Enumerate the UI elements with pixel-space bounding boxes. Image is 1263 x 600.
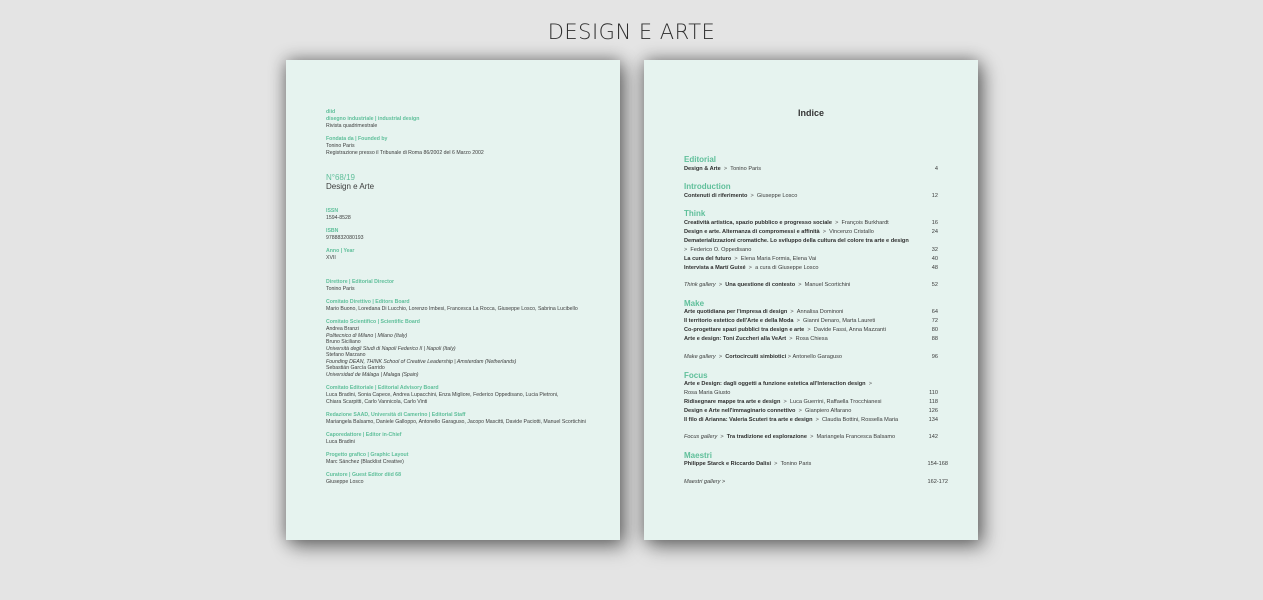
index-entry [684,257,816,263]
periodicity: Rivista quadrimestrale [326,123,378,129]
scientific-member: Bruno Siciliano [326,339,361,345]
entry-title: La cura del futuro [684,256,732,262]
entry-separator: > [750,193,754,199]
section-think: Think [684,209,706,218]
entry-title: Creatività artistica, spazio pubblico e progresso sociale [684,220,832,226]
scientific-member: Sebastián García Garrido [326,365,385,371]
entry-author: a cura di Giuseppe Losco [755,265,819,271]
scientific-affiliation: Politecnico di Milano | Milano (Italy) [326,332,408,339]
entry-separator: > [798,282,802,288]
entry-author: Rosa Chiesa [795,336,828,342]
isbn-label: ISBN [326,228,339,234]
index-entry [684,418,898,424]
gallery-entry [684,480,725,486]
entry-page: 134 [928,417,938,423]
entry-page: 32 [931,247,938,253]
entry-separator: > [868,381,872,387]
entry-author: Manuel Scortichini [804,282,851,288]
entry-title: Philippe Starck e Riccardo Dalisi [684,461,772,467]
chief-label: Caporedattore | Editor in-Chief [326,432,402,438]
gallery-label: Focus gallery [684,434,718,440]
index-entry [684,310,843,316]
entry-page: 12 [931,193,938,199]
index-entry [684,266,819,272]
entry-separator: > [815,417,819,423]
entry-author: Gianpiero Alfarano [804,408,852,414]
entry-separator: > [790,309,794,315]
editors-board-label: Comitato Direttivo | Editors Board [326,299,410,305]
entry-separator: > [783,399,787,405]
entry-page: 40 [931,256,938,262]
entry-author: Annalisa Dominoni [796,309,844,315]
gallery-label: Think gallery [684,282,716,288]
entry-page: 118 [929,399,938,405]
layout-label: Progetto grafico | Graphic Layout [326,452,409,458]
index-entry [684,239,909,245]
entry-page: 64 [931,309,938,315]
issn-label: ISSN [326,208,339,214]
entry-author: Claudia Bottini, Rossella Maria [822,417,899,423]
entry-title: Arte e Design: dagli oggetti a funzione estetica all'Interaction design [684,381,866,387]
director-label: Direttore | Editorial Director [326,279,395,285]
entry-author: Antonello Garaguso [792,354,842,360]
entry-author: Luca Guerrini, Raffaella Trocchianesi [789,399,882,405]
entry-title: Design & Arte [684,166,721,172]
entry-page: 110 [929,390,938,396]
guest-label: Curatore | Guest Editor diid 68 [326,472,401,478]
entry-page: 16 [931,220,938,226]
entry-title: Dematerializzazioni cromatiche. Lo sviluppo della cultura del colore tra arte e design [684,238,909,244]
index-title: Indice [797,108,824,118]
editors-board: Mario Buono, Loredana Di Lucchio, Lorenzo Imbesi, Francesca La Rocca, Giuseppe Losco, Sabrina Lucibello [326,306,578,312]
entry-separator: > [822,229,827,235]
entry-author: Tonino Paris [780,461,812,467]
index-entry [684,328,886,334]
advisory-board-line: Luca Bradini, Sonia Capece, Andrea Lupacchini, Enza Migliore, Federico Oppedisano, Lucia Pietroni, [326,392,559,398]
index-entry-continued [684,248,751,254]
gallery-entry [684,283,850,289]
entry-title: Design e arte. Alternanza di compromessi e affinità [684,229,820,235]
entry-title: Intervista a Martí Guixé [684,265,746,271]
founded-label: Fondata da | Founded by [326,136,388,142]
entry-separator: > [835,220,839,226]
entry-title: Arte quotidiana per l'impresa di design [684,309,788,315]
index-entry [684,167,761,173]
year-label: Anno | Year [326,248,355,254]
isbn: 9788832080193 [326,235,364,241]
index-entry [684,230,874,236]
index-entry [684,319,875,325]
entry-author: Vincenzo Cristallo [829,229,874,235]
entry-page: 48 [931,265,938,271]
entry-author: Davide Fassi, Anna Mazzanti [813,327,886,333]
entry-separator: > [718,282,723,288]
issn: 1594-8528 [326,215,351,221]
entry-author: François Burkhardt [841,220,889,226]
entry-separator: > [734,256,738,262]
entry-separator: > [810,434,814,440]
entry-page: 142 [928,434,938,440]
entry-separator: > [796,318,800,324]
chief: Luca Bradini [326,439,355,445]
entry-author: Mariangela Francesca Balsamo [816,434,896,440]
staff-label: Redazione SAAD, Università di Camerino | Editorial Staff [326,412,466,418]
index-entry-continued [684,391,730,397]
guest-editor: Giuseppe Losco [326,479,364,485]
entry-separator: > [807,327,811,333]
founder: Tonino Paris [326,143,355,149]
issue-title: Design e Arte [326,182,375,191]
entry-separator: > [789,336,793,342]
entry-page: 96 [931,354,938,360]
director: Tonino Paris [326,286,355,292]
registration: Registrazione presso il Tribunale di Roma 86/2002 del 6 Marzo 2002 [326,150,484,156]
entry-separator: > [720,434,724,440]
entry-author: Federico O. Oppedisano [690,247,752,253]
entry-title: Tra tradizione ed esplorazione [726,434,807,440]
entry-separator: > [798,408,802,414]
entry-title: Arte e design: Toni Zuccheri alla VeArt [684,336,787,342]
entry-title: Design e Arte nell'immaginario connettivo [684,408,796,414]
magazine-name: diid [326,109,336,115]
gallery-label: Maestri gallery > [684,479,726,485]
entry-author: Elena Maria Formia, Elena Vai [740,256,817,262]
entry-page: 80 [931,327,938,333]
index-entry [684,409,851,415]
index-entry [684,194,797,200]
entry-title: Cortocircuiti simbiotici [725,354,787,360]
entry-page: 72 [931,318,938,324]
entry-page: 162-172 [927,479,948,485]
layout-designer: Marc Sánchez (Blacklist Creative) [326,459,404,465]
entry-separator: > [748,265,752,271]
entry-separator: > [774,461,778,467]
section-maestri: Maestri [684,451,713,460]
scientific-board-label: Comitato Scientifico | Scientific Board [326,319,420,325]
gallery-label: Make gallery [684,354,716,360]
entry-page: 52 [931,282,938,288]
entry-separator: > [723,166,728,172]
scientific-member: Stefano Marzano [326,352,366,358]
entry-page: 154-168 [927,461,948,467]
entry-separator: > [684,247,688,253]
section-make: Make [684,299,705,308]
page-title: DESIGN E ARTE [547,20,716,44]
section-introduction: Introduction [684,182,731,191]
entry-author: Rosa Maria Giusto [684,390,731,396]
index-entry [684,337,828,343]
gallery-entry [684,435,895,441]
entry-page: 126 [928,408,938,414]
entry-title: Una questione di contesto [725,282,796,288]
gallery-entry [684,355,842,361]
entry-author: Giuseppe Losco [756,193,798,199]
advisory-board-label: Comitato Editoriale | Editorial Advisory Board [326,385,439,391]
entry-separator: > [787,354,791,360]
colophon-page [286,60,620,540]
section-editorial: Editorial [684,155,717,164]
scientific-affiliation: Founding DEAN, THINK School of Creative Leadership | Amsterdam (Netherlands) [326,358,517,365]
index-page [644,60,978,540]
magazine-subtitle: disegno industriale | industrial design [326,116,420,122]
entry-separator: > [718,354,723,360]
entry-page: 88 [931,336,938,342]
entry-title: Ridisegnare mappe tra arte e design [684,399,781,405]
scientific-affiliation: Universidad de Málaga | Malaga (Spain) [326,371,419,378]
year: XVII [326,255,336,261]
entry-title: Co-progettare spazi pubblici tra design e arte [684,327,805,333]
index-entry [684,221,889,227]
section-focus: Focus [684,371,708,380]
entry-author: Gianni Denaro, Marta Laureti [803,318,876,324]
entry-title: Il territorio estetico dell'Arte e della Moda [684,318,794,324]
advisory-board-line: Chiara Scarpitti, Carlo Vannicola, Carlo Vinti [326,399,428,405]
scientific-affiliation: Università degli Studi di Napoli Federico II | Napoli (Italy) [326,345,456,352]
index-entry [684,400,882,406]
index-entry [684,382,872,388]
entry-title: Il filo di Arianna: Valeria Scuteri tra arte e design [684,417,813,423]
staff: Mariangela Balsamo, Daniele Galloppo, Antonello Garaguso, Jacopo Mascitti, Davide Paciotti, Manuel Scortichini [326,419,586,425]
entry-title: Contenuti di riferimento [684,193,748,199]
entry-author: Tonino Paris [730,166,762,172]
scientific-member: Andrea Branzi [326,326,359,332]
index-entry [684,462,811,468]
issue-number: N°68/19 [326,173,355,182]
entry-page: 4 [934,166,938,172]
entry-page: 24 [931,229,938,235]
